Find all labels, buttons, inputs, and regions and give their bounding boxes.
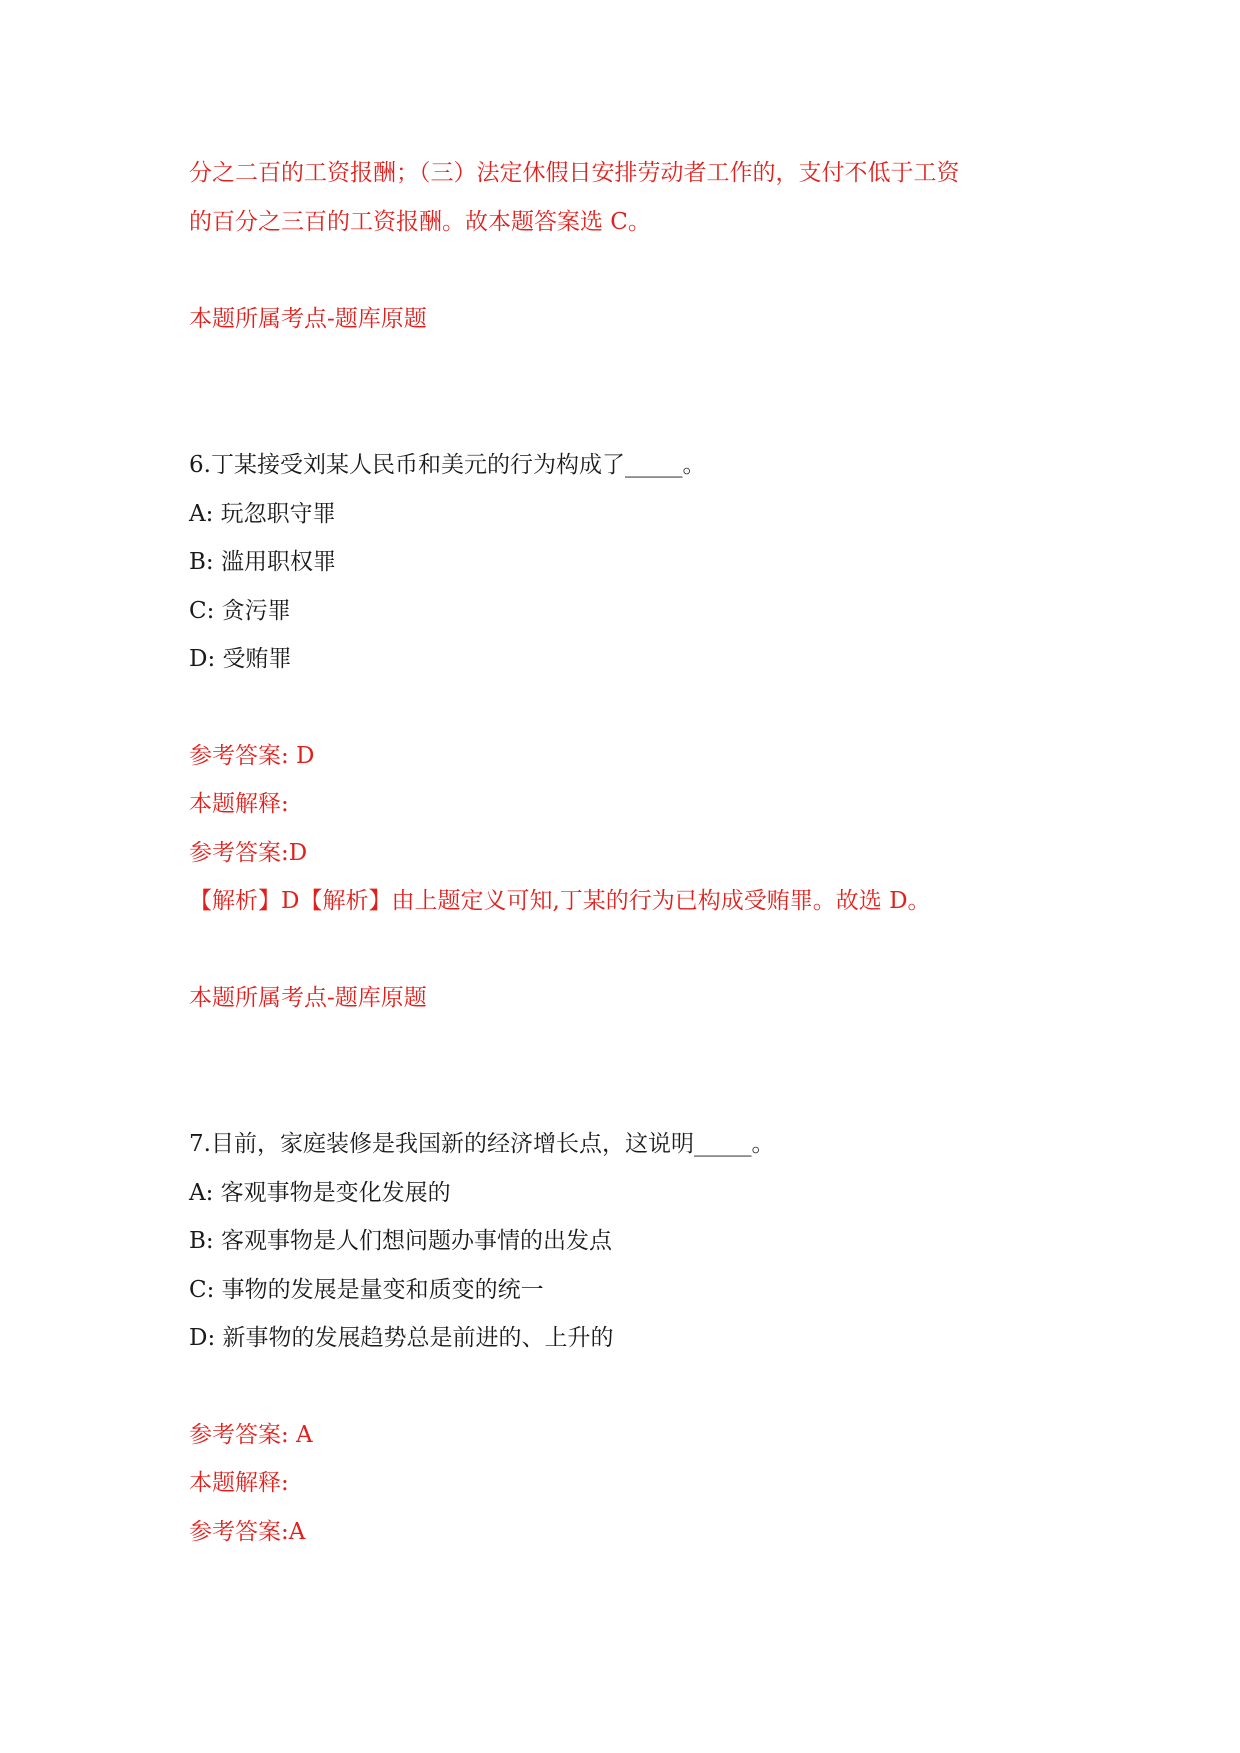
question-6-source-label: 本题所属考点-题库原题	[189, 985, 427, 1011]
question-7-option-c: C: 事物的发展是量变和质变的统一	[189, 1277, 544, 1303]
question-7-explanation-label: 本题解释:	[189, 1470, 289, 1496]
question-6-reference-answer-2: 参考答案:D	[189, 840, 308, 866]
question-6-stem: 6.丁某接受刘某人民币和美元的行为构成了_____。	[189, 452, 706, 478]
question-6-explanation-label: 本题解释:	[189, 791, 289, 817]
question-6-reference-answer: 参考答案: D	[189, 743, 315, 769]
prev-source-label: 本题所属考点-题库原题	[189, 306, 427, 332]
question-7-option-b: B: 客观事物是人们想问题办事情的出发点	[189, 1228, 612, 1254]
question-6-option-d: D: 受贿罪	[189, 646, 292, 672]
question-6-option-c: C: 贪污罪	[189, 598, 291, 624]
question-7-reference-answer: 参考答案: A	[189, 1422, 313, 1448]
question-7-option-d: D: 新事物的发展趋势总是前进的、上升的	[189, 1325, 614, 1351]
question-7-stem: 7.目前，家庭装修是我国新的经济增长点，这说明_____。	[189, 1131, 775, 1157]
question-6-option-b: B: 滥用职权罪	[189, 549, 336, 575]
question-7-option-a: A: 客观事物是变化发展的	[189, 1180, 451, 1206]
prev-explanation-line-2: 的百分之三百的工资报酬。故本题答案选 C。	[189, 209, 651, 235]
question-6-analysis: 【解析】D【解析】由上题定义可知,丁某的行为已构成受贿罪。故选 D。	[189, 888, 931, 914]
prev-explanation-line-1: 分之二百的工资报酬；（三）法定休假日安排劳动者工作的，支付不低于工资	[189, 160, 960, 186]
question-7-reference-answer-2: 参考答案:A	[189, 1519, 306, 1545]
question-6-option-a: A: 玩忽职守罪	[189, 501, 336, 527]
